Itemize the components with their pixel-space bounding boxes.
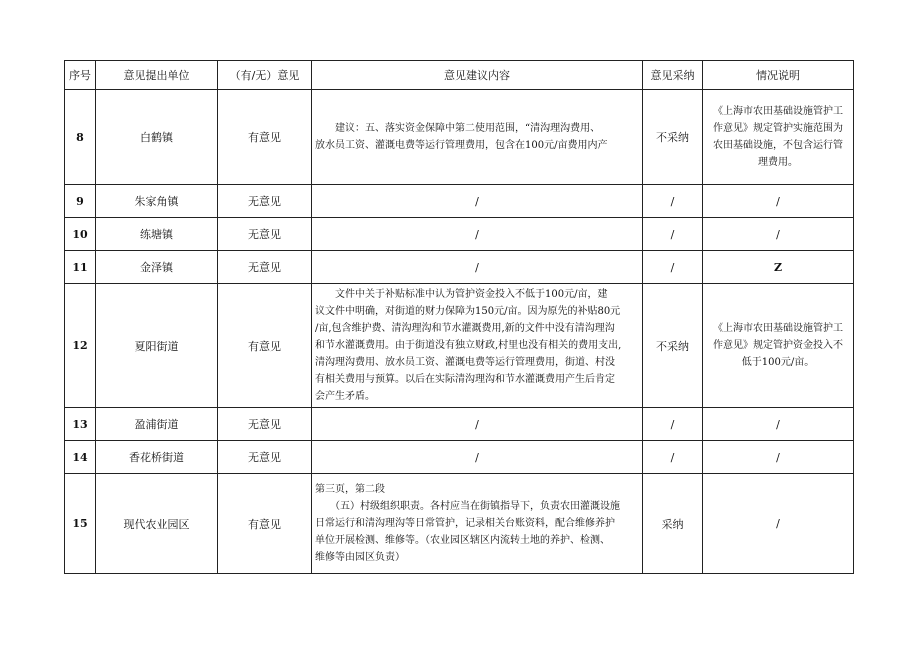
- row-content: [312, 284, 643, 408]
- row-explain-text: 《上海市农田基础设施管护工 作意见》规定管护实施范围为 农田基础设施，不包含运行管 理费用。: [713, 106, 843, 168]
- row-seq: 11: [65, 251, 96, 284]
- row-adopt: 不采纳: [643, 90, 703, 185]
- row-seq: 13: [65, 408, 96, 441]
- row-explain: /: [703, 441, 854, 474]
- row-seq: 14: [65, 441, 96, 474]
- table-row: [65, 185, 854, 218]
- table-row: [65, 441, 854, 474]
- opinion-table: [64, 60, 854, 574]
- row-content: /: [312, 251, 643, 284]
- header-unit: 意见提出单位: [96, 61, 218, 90]
- row-explain: /: [703, 218, 854, 251]
- row-adopt: /: [643, 251, 703, 284]
- row-explain: Z: [703, 251, 854, 284]
- row-seq: 15: [65, 474, 96, 574]
- row-content: [312, 474, 643, 574]
- row-content: /: [312, 441, 643, 474]
- table-row: [65, 474, 854, 574]
- row-has-opinion: 无意见: [218, 408, 312, 441]
- row-adopt: /: [643, 408, 703, 441]
- row-unit: 盈浦街道: [96, 408, 218, 441]
- table-row: [65, 251, 854, 284]
- header-seq: 序号: [65, 61, 96, 90]
- row-unit: 香花桥街道: [96, 441, 218, 474]
- row-explain: /: [703, 408, 854, 441]
- row-explain: [703, 90, 854, 185]
- row-seq: 10: [65, 218, 96, 251]
- row-unit: 金泽镇: [96, 251, 218, 284]
- row-seq: 12: [65, 284, 96, 408]
- row-adopt: /: [643, 218, 703, 251]
- row-has-opinion: 有意见: [218, 474, 312, 574]
- row-unit: 夏阳街道: [96, 284, 218, 408]
- header-adopt: 意见采纳: [643, 61, 703, 90]
- row-adopt: /: [643, 441, 703, 474]
- row-content: [312, 90, 643, 185]
- row-adopt: /: [643, 185, 703, 218]
- row-has-opinion: 有意见: [218, 284, 312, 408]
- row-explain: /: [703, 474, 854, 574]
- header-explain: 情况说明: [703, 61, 854, 90]
- row-has-opinion: 无意见: [218, 251, 312, 284]
- row-has-opinion: 无意见: [218, 441, 312, 474]
- table-row: [65, 218, 854, 251]
- row-unit: 白鹤镇: [96, 90, 218, 185]
- row-has-opinion: 无意见: [218, 185, 312, 218]
- header-row: [65, 61, 854, 90]
- row-content-text: 第三页，第二段 （五）村级组织职责。各村应当在街镇指导下，负责农田灌溉设施 日常运行和清沟理沟等日常管护，记录相关台账资料，配合维修养护 单位开展检测、维修等。（农业园区辖区内流转土地的养护、检测、 维修等由园区负责）: [315, 484, 620, 563]
- row-unit: 现代农业园区: [96, 474, 218, 574]
- row-explain: [703, 284, 854, 408]
- header-has-opinion: （有/无）意见: [218, 61, 312, 90]
- row-content-text: 建议：五、落实资金保障中第二使用范围，“清沟理沟费用、 放水员工资、灌溉电费等运行管理费用，包含在100元/亩费用内产: [315, 123, 608, 151]
- row-adopt: 不采纳: [643, 284, 703, 408]
- table-row: [65, 90, 854, 185]
- row-content: /: [312, 185, 643, 218]
- row-content: /: [312, 218, 643, 251]
- header-content: 意见建议内容: [312, 61, 643, 90]
- row-seq: 8: [65, 90, 96, 185]
- row-seq: 9: [65, 185, 96, 218]
- row-explain-text: 《上海市农田基础设施管护工 作意见》规定管护资金投入不 低于100元/亩。: [713, 323, 843, 368]
- table-row: [65, 284, 854, 408]
- row-has-opinion: 有意见: [218, 90, 312, 185]
- row-adopt: 采纳: [643, 474, 703, 574]
- table-row: [65, 408, 854, 441]
- row-content: /: [312, 408, 643, 441]
- row-unit: 练塘镇: [96, 218, 218, 251]
- row-has-opinion: 无意见: [218, 218, 312, 251]
- row-explain: /: [703, 185, 854, 218]
- row-unit: 朱家角镇: [96, 185, 218, 218]
- row-content-text: 文件中关于补贴标准中认为管护资金投入不低于100元/亩，建 议文件中明确，对街道的财力保障为150元/亩。因为原先的补贴80元 /亩,包含维护费、清沟理沟和节水灌溉费用,新的文件中没有清沟理沟 和节水灌溉费用。由于街道没有独立财政,村里也没有相关的费用支出, 清沟理沟费用、放水员工资、灌溉电费等运行管理费用，街道、村没 有相关费用与预算。以后在实际清沟理沟和节水灌溉费用产生后肯定 会产生矛盾。: [315, 289, 622, 402]
